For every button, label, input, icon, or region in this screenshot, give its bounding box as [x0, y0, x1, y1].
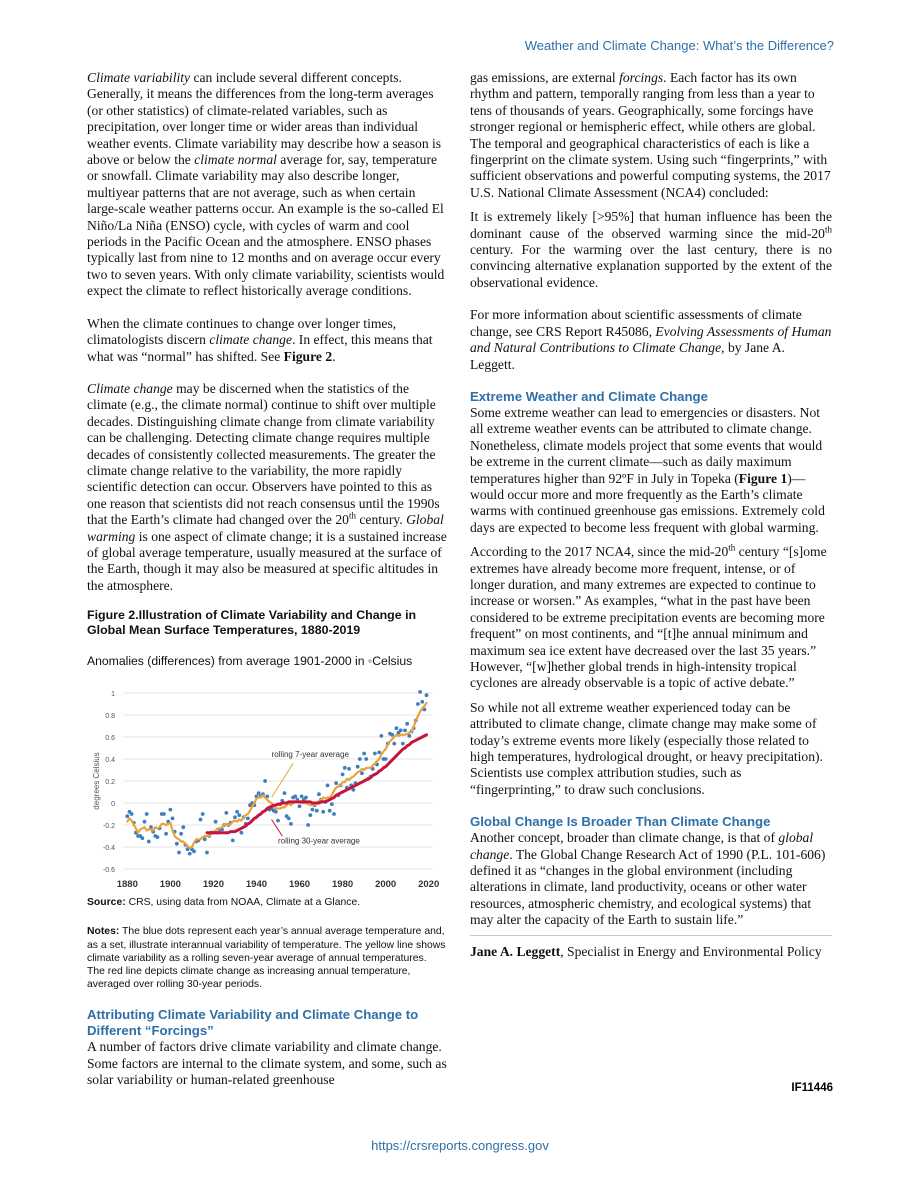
data-point-annual: [317, 792, 321, 796]
text: may be discerned when the statistics of the climate (e.g., the climate normal) continue to shift over multiple decades. Distinguishing climate change from climate variability can be challenging. Detecting climate change requires multiple decades of consistently collected measurements. The greater the climate change relative to the variability, the more rapidly scientific detection can occur. Observers have pointed to this as one reason that scientists did not reach consensus until the 1990s that the Earth’s climate had changed over the 20: [87, 380, 440, 528]
y-tick-label: -0.4: [102, 845, 115, 853]
nca4-quote: [470, 209, 832, 291]
data-point-annual: [162, 812, 166, 816]
text: .: [332, 348, 336, 364]
heading-attributing: Attributing Climate Variability and Climate Change to Different “Forcings”: [87, 1007, 419, 1039]
paragraph-attribution: So while not all extreme weather experienced today can be attributed to climate change, climate change may make some of today’s extreme events more likely (especially those related to high temperatures, hydrological drought, or heavy precipitation). Scientists use complex attribution studies, such as “fingerprinting,” to draw such conclusions.: [470, 699, 823, 797]
data-point-annual: [179, 832, 183, 836]
data-point-annual: [330, 802, 334, 806]
data-point-annual: [407, 734, 411, 738]
figure-ref: Figure 2: [283, 348, 333, 364]
author-name: Jane A. Leggett: [470, 943, 561, 959]
text: Another concept, broader than climate change, is that of: [470, 830, 779, 846]
data-point-annual: [237, 813, 241, 817]
text: is one aspect of climate change; it is a sustained increase of global average temperature, usually measured at the surface of the Earth, though it may also be measured at specific altitudes in the atmosphere.: [87, 528, 447, 593]
data-point-annual: [199, 818, 203, 822]
superscript: th: [728, 542, 736, 553]
y-tick-label: 0.2: [105, 779, 115, 787]
data-point-annual: [192, 850, 196, 854]
y-tick-label: 0: [111, 801, 115, 809]
text: . In effect, this means that what was “normal” has shifted. See: [87, 332, 433, 364]
data-point-annual: [298, 805, 302, 809]
data-point-annual: [395, 726, 399, 730]
data-point-annual: [347, 767, 351, 771]
y-tick-label: 0.8: [105, 713, 115, 721]
data-point-annual: [143, 820, 147, 824]
data-point-annual: [224, 811, 228, 815]
data-point-annual: [276, 819, 280, 823]
text: can include several different concepts. Generally, it means the differences from the long-term averages (or other statistics) of climate-related variables, such as precipitation, over longer time or wider areas than individual weather events. Climate variability may describe how a season is above or below the: [87, 70, 442, 168]
data-point-annual: [379, 734, 383, 738]
y-axis-label: degrees Celsius: [92, 752, 101, 810]
paragraph-forcings-cont: [470, 70, 832, 201]
chart-container: [87, 685, 439, 896]
data-point-annual: [181, 825, 185, 829]
data-point-annual: [321, 810, 325, 814]
data-point-annual: [147, 840, 151, 844]
x-tick-label: 1900: [159, 879, 181, 891]
data-point-annual: [205, 851, 209, 855]
text: . The Global Change Research Act of 1990 (P.L. 101-606) defined it as “changes in the global environment (including alterations in climate, land productivity, oceans or other water resources, atmospheric chemistry, and ecological systems) that may alter the capacity of the Earth to sustain life.”: [470, 846, 826, 928]
left-column: [87, 70, 447, 1105]
text: It is extremely likely [>95%] that human influence has been the dominant cause of the observed warming since the mid-20: [470, 209, 832, 241]
heading-global-change: Global Change Is Broader Than Climate Change: [470, 814, 771, 830]
annotation-label: rolling 7-year average: [271, 749, 349, 759]
running-header: Weather and Climate Change: What’s the Difference?: [524, 38, 834, 53]
data-point-annual: [311, 808, 315, 812]
heading-extreme-weather: Extreme Weather and Climate Change: [470, 388, 708, 404]
figure-subtitle: Anomalies (differences) from average 1901-2000 in ◦Celsius: [87, 654, 413, 669]
x-tick-label: 1980: [332, 879, 354, 891]
data-point-annual: [164, 832, 168, 836]
footer-url-link[interactable]: https://crsreports.congress.gov: [371, 1138, 549, 1153]
text: For more information about scientific assessments of climate change, see CRS Report R45086,: [470, 307, 802, 339]
text: century “[s]ome extremes have already become more frequent, intense, or of longer duration, and many extremes are expected to continue to increase or worsen.” As examples, “what in the past have been considered to be extreme precipitation events are becoming more frequent” on most continents, and “[t]he annual minimum and maximum sea ice extent have decreased over the last 35 years.” However, “[w]hether global trends in high-intensity tropical cyclones are already observable is a topic of active debate.”: [470, 544, 827, 691]
data-point-annual: [177, 851, 181, 855]
figure-source: [87, 896, 447, 909]
x-tick-label: 2000: [375, 879, 397, 891]
source-label: Source:: [87, 897, 126, 909]
x-tick-label: 1880: [116, 879, 138, 891]
data-point-annual: [384, 757, 388, 761]
data-point-annual: [240, 831, 244, 835]
y-tick-label: 0.4: [105, 757, 115, 765]
data-point-annual: [401, 742, 405, 746]
author-divider: [470, 935, 832, 936]
data-point-annual: [171, 817, 175, 821]
x-tick-label: 1940: [245, 879, 268, 891]
data-point-annual: [125, 814, 129, 818]
data-point-annual: [405, 722, 409, 726]
data-point-annual: [358, 757, 362, 761]
report-title-link[interactable]: Evolving Assessments of Human and Natural Contributions to Climate Change: [470, 323, 832, 356]
data-point-annual: [214, 820, 218, 824]
term-global-warming: Global warming: [87, 512, 444, 544]
paragraph-climate-change-intro: [87, 316, 447, 365]
data-point-annual: [263, 779, 267, 783]
data-point-annual: [326, 784, 330, 788]
data-point-annual: [304, 796, 308, 800]
annotation-label: rolling 30-year average: [278, 836, 360, 846]
text: . Each factor has its own rhythm and pattern, temporally ranging from less than a year to tens of thousands of years. Geographically, some forcings have stronger regional or hemispheric effect, while others are global. The temporal and geographical characteristics of each is like a fingerprint on the climate system. Using such “fingerprints,” with sufficient observations and powerful computing systems, the 2017 U.S. National Climate Assessment (NCA4) concluded:: [470, 70, 831, 200]
paragraph-climate-change-detail: [87, 381, 447, 594]
data-point-annual: [289, 822, 293, 826]
text: , by Jane A. Leggett.: [470, 340, 785, 372]
data-point-annual: [283, 791, 287, 795]
data-point-annual: [373, 752, 377, 756]
data-point-annual: [156, 835, 160, 839]
notes-label: Notes:: [87, 926, 120, 938]
data-point-annual: [145, 812, 149, 816]
temperature-chart: [87, 685, 439, 895]
y-tick-label: -0.2: [102, 823, 115, 831]
text: gas emissions, are external: [470, 70, 620, 85]
data-point-annual: [420, 700, 424, 704]
data-point-annual: [287, 817, 291, 821]
author-role: , Specialist in Energy and Environmental Policy: [560, 943, 822, 959]
data-point-annual: [308, 813, 312, 817]
superscript: th: [824, 224, 832, 235]
data-point-annual: [175, 842, 179, 846]
superscript: th: [348, 510, 356, 521]
right-column: [470, 70, 832, 976]
data-point-annual: [341, 773, 345, 777]
data-point-annual: [328, 809, 332, 813]
y-tick-label: 1: [111, 691, 115, 699]
data-point-annual: [274, 810, 278, 814]
data-point-annual: [246, 817, 250, 821]
figure-title: Figure 2.Illustration of Climate Variability and Change in Global Mean Surface Temperatures, 1880-2019: [87, 608, 417, 638]
chart-background: [87, 685, 439, 895]
data-point-annual: [418, 690, 422, 694]
text: century.: [355, 512, 407, 528]
text: When the climate continues to change over longer times, climatologists discern: [87, 315, 397, 348]
paragraph-global-change: [470, 830, 832, 928]
data-point-annual: [140, 836, 144, 840]
paragraph-extreme-weather: [470, 405, 832, 536]
source-text: CRS, using data from NOAA, Climate at a Glance.: [125, 897, 361, 909]
paragraph-climate-variability: [87, 70, 447, 300]
data-point-annual: [233, 816, 237, 820]
paragraph-forcings: A number of factors drive climate variability and climate change. Some factors are internal to the climate system, and some, such as solar variability or human-related greenhouse: [87, 1039, 447, 1088]
data-point-annual: [235, 810, 239, 814]
data-point-annual: [399, 729, 403, 733]
data-point-annual: [231, 839, 235, 843]
x-tick-label: 2020: [418, 879, 439, 891]
author-line: [470, 944, 832, 960]
data-point-annual: [334, 781, 338, 785]
data-point-annual: [425, 693, 429, 697]
document-id: IF11446: [791, 1082, 833, 1094]
data-point-annual: [293, 795, 297, 799]
data-point-annual: [362, 752, 366, 756]
text: Some extreme weather can lead to emergencies or disasters. Not all extreme weather events can be attributed to climate change. Nonetheless, climate models project that some events that would be extreme in the current climate—such as daily maximum temperatures higher than 92ºF in July in Topeka (: [470, 404, 823, 486]
data-point-annual: [356, 765, 360, 769]
figure-2: [87, 608, 447, 991]
data-point-annual: [390, 733, 394, 737]
figure-ref: Figure 1: [738, 470, 788, 486]
data-point-annual: [203, 838, 207, 842]
term-climate-change: climate change: [209, 332, 292, 348]
data-point-annual: [377, 751, 381, 755]
text: According to the 2017 NCA4, since the mid-20: [470, 544, 729, 560]
x-tick-label: 1960: [288, 879, 311, 891]
data-point-annual: [343, 766, 347, 770]
data-point-annual: [403, 729, 407, 733]
data-point-annual: [392, 742, 396, 746]
data-point-annual: [257, 791, 261, 795]
y-tick-label: -0.6: [102, 867, 115, 875]
data-point-annual: [416, 702, 420, 706]
data-point-annual: [188, 852, 192, 856]
paragraph-nca4-extremes: [470, 544, 832, 692]
term-global-change: global change: [470, 830, 814, 862]
term-forcings: forcings: [619, 70, 664, 85]
term-climate-change: Climate change: [87, 380, 173, 396]
notes-text: The blue dots represent each year’s annual average temperature and, as a set, illustrate interannual variability of temperature. The yellow line shows climate variability as a rolling seven-year average of annual temperatures. The red line depicts climate change as increasing annual temperature, averaged over rolling 30-year periods.: [87, 926, 446, 991]
data-point-annual: [300, 795, 304, 799]
data-point-annual: [360, 772, 364, 776]
term-climate-variability: Climate variability: [87, 70, 191, 85]
x-tick-label: 1920: [202, 879, 224, 891]
data-point-annual: [168, 808, 172, 812]
data-point-annual: [315, 809, 319, 813]
paragraph-crs-report: [470, 307, 832, 373]
text: )—would occur more and more frequently as the Earth’s climate warms with continued greenhouse gas emissions. Extremely cold days are expected to become less frequent with global warming.: [470, 470, 825, 535]
data-point-annual: [130, 812, 134, 816]
data-point-annual: [364, 757, 368, 761]
y-tick-label: 0.6: [105, 735, 115, 743]
data-point-annual: [201, 812, 205, 816]
text: century. For the warming over the last century, there is no convincing alternative explanation supported by the extent of the observational evidence.: [470, 242, 832, 290]
text: average for, say, temperature or snowfall. Climate variability may also describe longer, multiyear patterns that are not average, such as when certain large-scale weather patterns occur. An example is the so-called El Niño/La Niña (ENSO) cycle, with cycles of warm and cool periods in the Pacific Ocean and the atmosphere. ENSO phases typically last from nine to 12 months and on average occur every two to seven years. With only climate variability, scientists would expect the climate to reflect historically average conditions.: [87, 152, 445, 299]
data-point-annual: [332, 812, 336, 816]
data-point-annual: [306, 823, 310, 827]
term-climate-normal: climate normal: [194, 152, 277, 168]
figure-notes: [87, 925, 447, 991]
